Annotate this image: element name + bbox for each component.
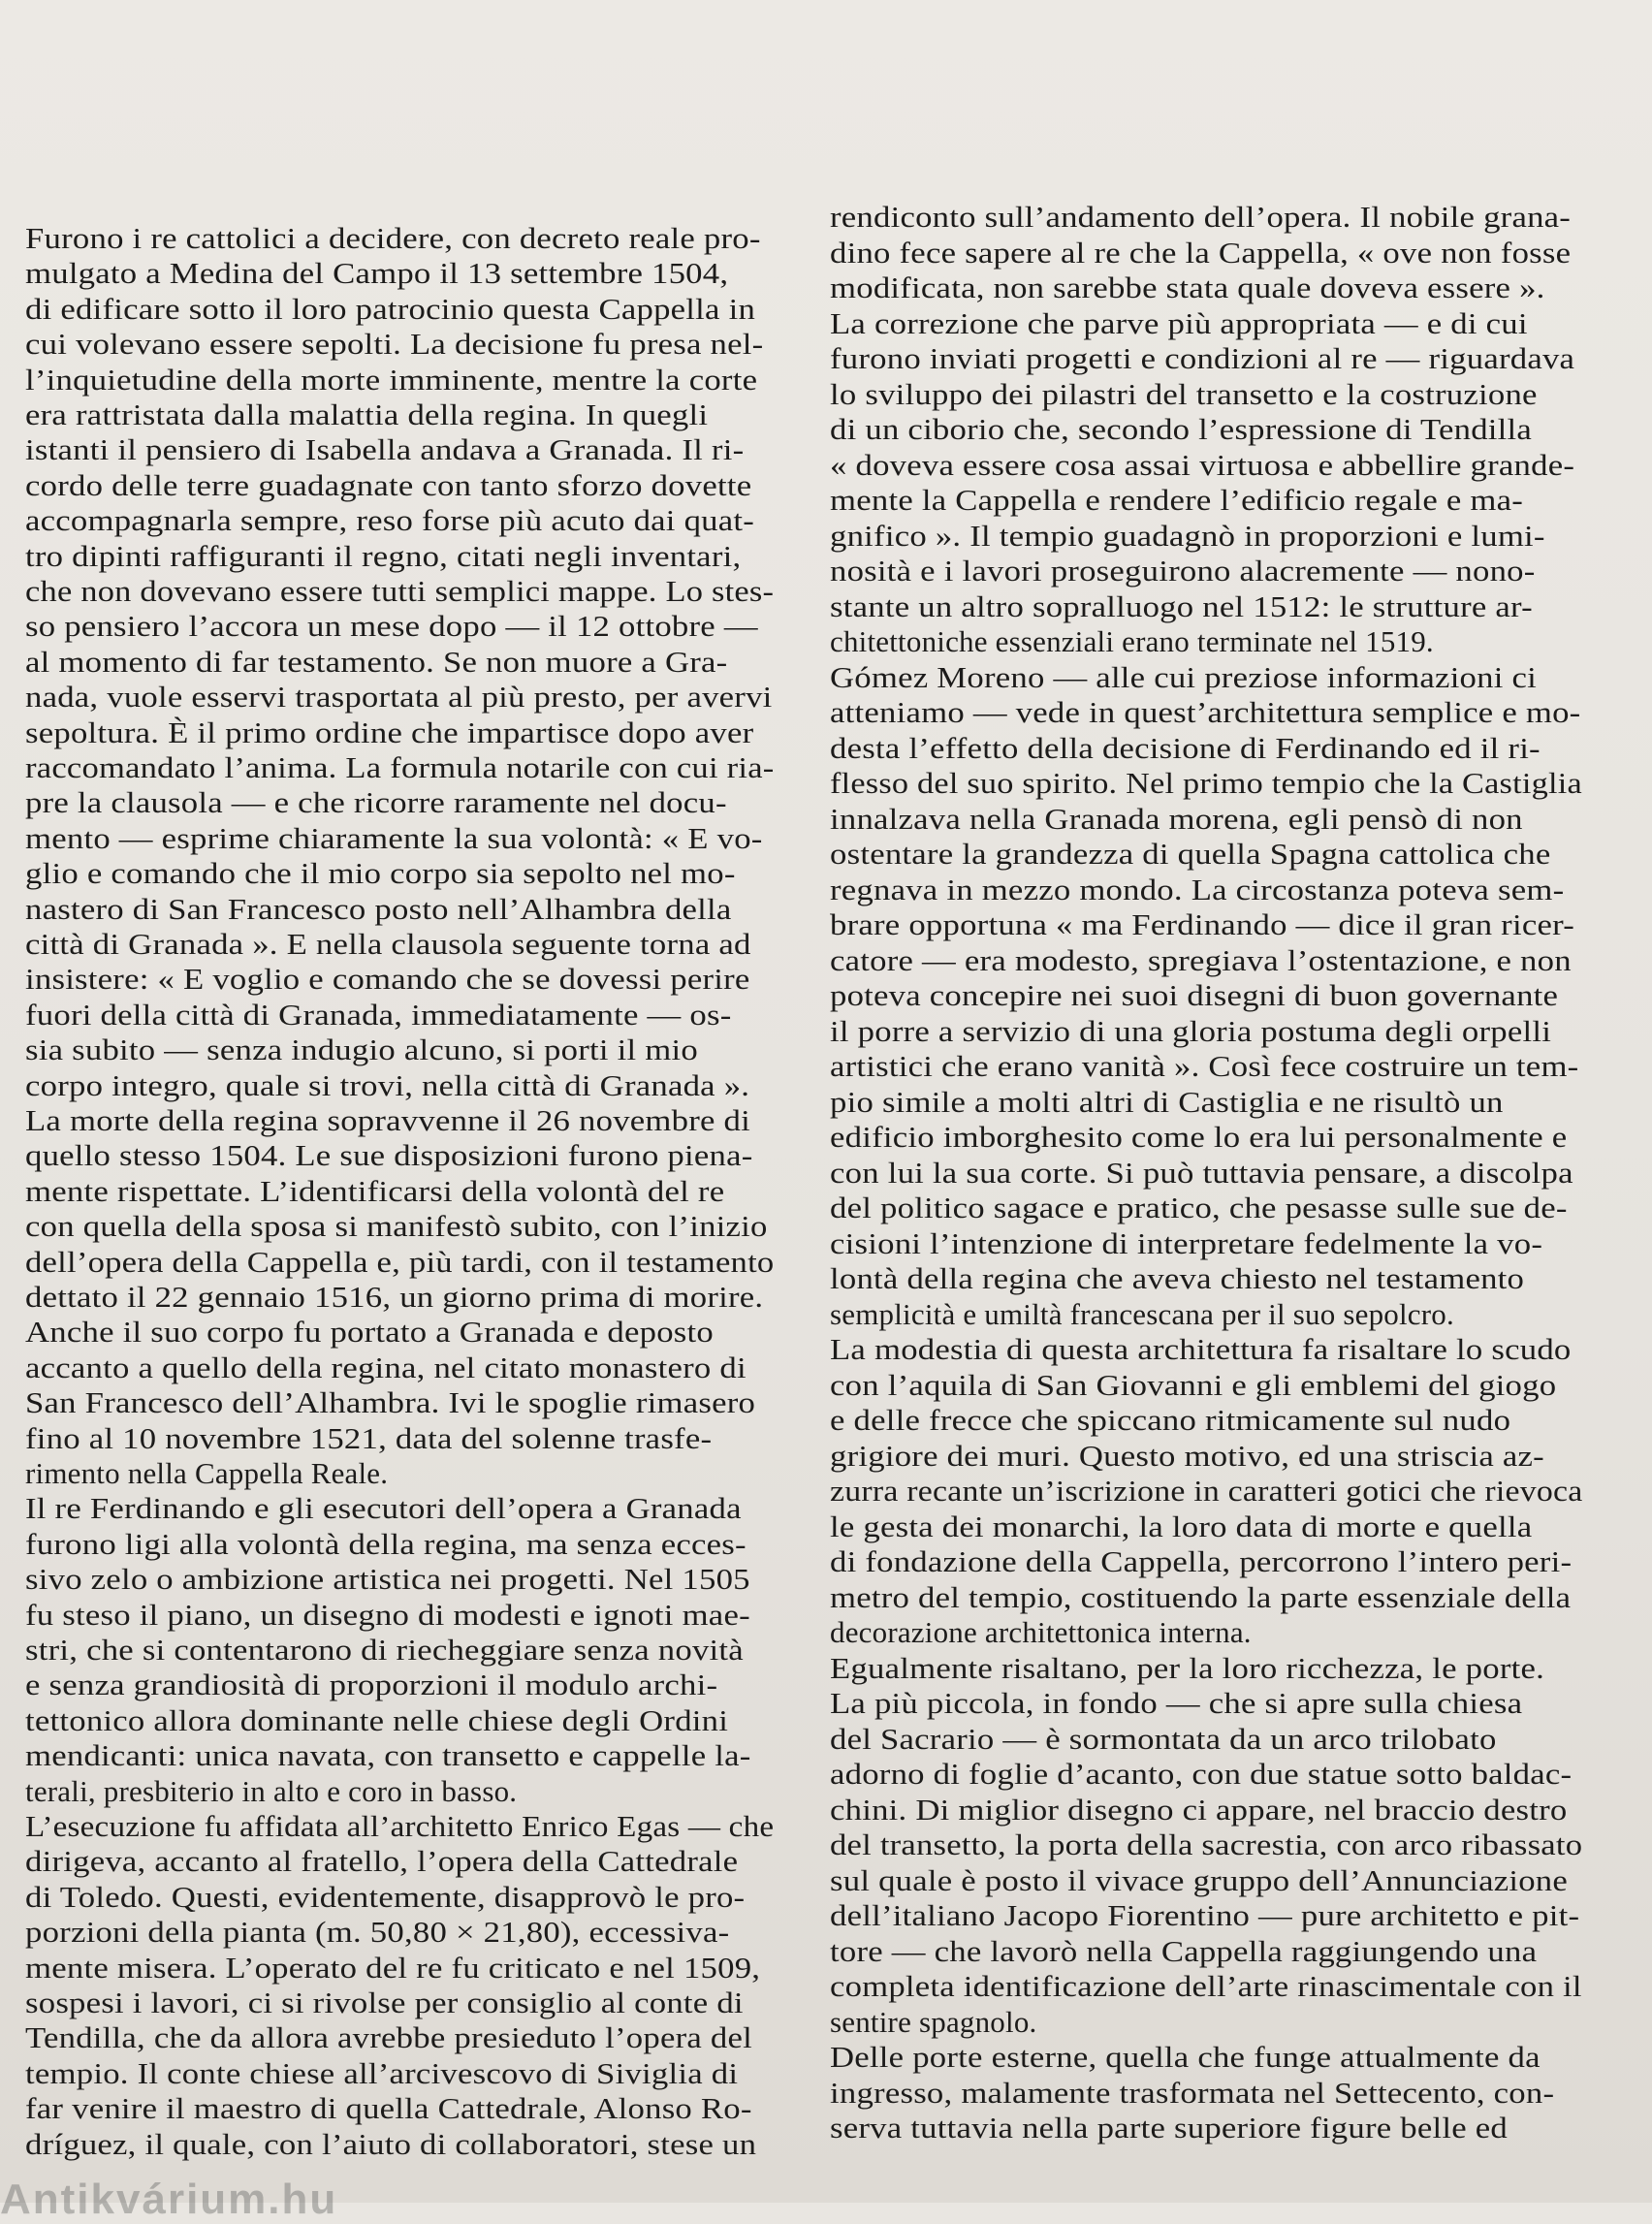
text-line: dirigeva, accanto al fratello, l’opera della Cattedrale	[25, 1844, 739, 1879]
text-line: Anche il suo corpo fu portato a Granada e deposto	[25, 1315, 714, 1350]
text-line: insistere: « E voglio e comando che se dovessi perire	[25, 962, 750, 997]
text-line: che non dovevano essere tutti semplici mappe. Lo stes-	[25, 574, 775, 608]
text-line: l’inquietudine della morte imminente, mentre la corte	[25, 362, 758, 397]
text-line: dríguez, il quale, con l’aiuto di collaboratori, stese un	[25, 2126, 757, 2161]
text-line: sepoltura. È il primo ordine che impartisce dopo aver	[25, 715, 754, 749]
text-line: artistici che erano vanità ». Così fece costruire un tem-	[830, 1049, 1579, 1083]
text-line: ingresso, malamente trasformata nel Settecento, con-	[830, 2075, 1555, 2110]
text-line: sia subito — senza indugio alcuno, si porti il mio	[25, 1033, 698, 1067]
text-line: cui volevano essere sepolti. La decisione fu presa nel-	[25, 327, 764, 362]
text-line: Tendilla, che da allora avrebbe presieduto l’opera del	[25, 2020, 753, 2055]
text-line: La modestia di questa architettura fa risaltare lo scudo	[830, 1332, 1572, 1366]
text-line: corpo integro, quale si trovi, nella città di Granada ».	[25, 1067, 750, 1102]
text-line: sospesi i lavori, ci si rivolse per consiglio al conte di	[25, 1986, 744, 2019]
text-line: tro dipinti raffiguranti il regno, citati negli inventari,	[25, 538, 742, 573]
text-line: accompagnarla sempre, reso forse più acuto dai quat-	[25, 503, 755, 538]
text-line: stante un altro sopralluogo nel 1512: le strutture ar-	[830, 588, 1533, 623]
text-line: catore — era modesto, spregiava l’ostentazione, e non	[830, 942, 1572, 977]
text-line: con lui la sua corte. Si può tuttavia pensare, a discolpa	[830, 1155, 1573, 1190]
text-line: di edificare sotto il loro patrocinio questa Cappella in	[25, 291, 756, 326]
text-line: del Sacrario — è sormontata da un arco trilobato	[830, 1721, 1497, 1756]
text-line: Gómez Moreno — alle cui preziose informazioni ci	[830, 659, 1538, 694]
text-line: rimento nella Cappella Reale.	[25, 1456, 389, 1490]
text-line: furono inviati progetti e condizioni al re — riguardava	[830, 341, 1575, 375]
text-line: cisioni l’intenzione di interpretare fedelmente la vo-	[830, 1225, 1543, 1260]
text-line: pio simile a molti altri di Castiglia e ne risultò un	[830, 1084, 1504, 1119]
text-line: nada, vuole esservi trasportata al più presto, per avervi	[25, 680, 773, 715]
text-line: ostentare la grandezza di quella Spagna cattolica che	[830, 837, 1551, 871]
text-line: edificio imborghesito come lo era lui personalmente e	[830, 1120, 1568, 1154]
text-line: terali, presbiterio in alto e coro in basso.	[25, 1773, 518, 1808]
text-line: mento — esprime chiaramente la sua volontà: « E vo-	[25, 820, 763, 855]
text-line: cordo delle terre guadagnate con tanto sforzo dovette	[25, 467, 752, 502]
text-line: mente la Cappella e rendere l’edificio regale e ma-	[830, 483, 1524, 517]
text-line: chitettoniche essenziali erano terminate nel 1519.	[830, 624, 1434, 658]
text-line: al momento di far testamento. Se non muore a Gra-	[25, 644, 728, 679]
text-line: di un ciborio che, secondo l’espressione di Tendilla	[830, 412, 1533, 446]
text-line: tempio. Il conte chiese all’arcivescovo di Siviglia di	[25, 2055, 739, 2090]
text-line: dettato il 22 gennaio 1516, un giorno prima di morire.	[25, 1280, 764, 1314]
text-line: zurra recante un’iscrizione in caratteri gotici che rievoca	[830, 1474, 1583, 1508]
text-line: furono ligi alla volontà della regina, ma senza ecces-	[25, 1526, 747, 1561]
text-line: nastero di San Francesco posto nell’Alhambra della	[25, 891, 732, 926]
text-line: tettonico allora dominante nelle chiese degli Ordini	[25, 1702, 729, 1737]
text-line: mendicanti: unica navata, con transetto e cappelle la-	[25, 1738, 751, 1773]
text-line: dino fece sapere al re che la Cappella, « ove non fosse	[830, 235, 1572, 270]
text-line: fu steso il piano, un disegno di modesti e ignoti mae-	[25, 1597, 750, 1632]
text-line: e senza grandiosità di proporzioni il modulo archi-	[25, 1668, 718, 1702]
text-line: era rattristata dalla malattia della regina. In quegli	[25, 397, 709, 431]
text-line: lo sviluppo dei pilastri del transetto e la costruzione	[830, 376, 1538, 411]
text-line: La più piccola, in fondo — che si apre sulla chiesa	[830, 1686, 1523, 1720]
text-line: con quella della sposa si manifestò subito, con l’inizio	[25, 1209, 768, 1244]
text-line: far venire il maestro di quella Cattedrale, Alonso Ro-	[25, 2091, 752, 2126]
text-line: L’esecuzione fu affidata all’architetto Enrico Egas — che	[25, 1809, 775, 1843]
text-line: serva tuttavia nella parte superiore figure belle ed	[830, 2111, 1508, 2145]
text-line: desta l’effetto della decisione di Ferdinando ed il ri-	[830, 730, 1541, 765]
text-line: « doveva essere cosa assai virtuosa e abbellire grande-	[830, 447, 1575, 482]
text-line: Furono i re cattolici a decidere, con decreto reale pro-	[25, 221, 761, 255]
text-line: con l’aquila di San Giovanni e gli emblemi del giogo	[830, 1367, 1557, 1402]
text-line: chini. Di miglior disegno ci appare, nel braccio destro	[830, 1792, 1568, 1827]
text-line: fuori della città di Granada, immediatamente — os-	[25, 997, 732, 1032]
text-line: le gesta dei monarchi, la loro data di morte e quella	[830, 1509, 1533, 1543]
text-line: quello stesso 1504. Le sue disposizioni furono piena-	[25, 1138, 753, 1173]
text-line: San Francesco dell’Alhambra. Ivi le spoglie rimasero	[25, 1385, 756, 1420]
text-line: regnava in mezzo mondo. La circostanza poteva sem-	[830, 872, 1565, 906]
text-line: nosità e i lavori proseguirono alacremente — nono-	[830, 554, 1536, 588]
text-line: glio e comando che il mio corpo sia sepolto nel mo-	[25, 856, 736, 891]
text-line: mente misera. L’operato del re fu criticato e nel 1509,	[25, 1950, 761, 1985]
text-line: modificata, non sarebbe stata quale doveva essere ».	[830, 270, 1545, 304]
text-line: porzioni della pianta (m. 50,80 × 21,80), eccessiva-	[25, 1915, 730, 1950]
text-line: sul quale è posto il vivace gruppo dell’Annunciazione	[830, 1862, 1569, 1897]
text-line: dell’italiano Jacopo Fiorentino — pure architetto e pit-	[830, 1898, 1580, 1932]
text-line: Egualmente risaltano, per la loro ricchezza, le porte.	[830, 1650, 1545, 1685]
text-line: fino al 10 novembre 1521, data del solenne trasfe-	[25, 1420, 713, 1455]
text-line: adorno di foglie d’acanto, con due statue sotto baldac-	[830, 1757, 1573, 1791]
text-line: Il re Ferdinando e gli esecutori dell’opera a Granada	[25, 1491, 742, 1526]
text-line: istanti il pensiero di Isabella andava a Granada. Il ri-	[25, 432, 745, 467]
text-line: del politico sagace e pratico, che pesasse sulle sue de-	[830, 1191, 1568, 1224]
text-line: rendiconto sull’andamento dell’opera. Il nobile grana-	[830, 200, 1572, 234]
text-line: del transetto, la porta della sacrestia, con arco ribassato	[830, 1827, 1583, 1861]
text-line: raccomandato l’anima. La formula notarile con cui ria-	[25, 750, 775, 784]
text-line: grigiore dei muri. Questo motivo, ed una striscia az-	[830, 1438, 1544, 1473]
text-line: metro del tempio, costituendo la parte essenziale della	[830, 1579, 1572, 1614]
text-line: mente rispettate. L’identificarsi della volontà del re	[25, 1173, 725, 1208]
text-line: sivo zelo o ambizione artistica nei progetti. Nel 1505	[25, 1562, 750, 1597]
text-line: La correzione che parve più appropriata — e di cui	[830, 305, 1528, 340]
text-line: di Toledo. Questi, evidentemente, disapprovò le pro-	[25, 1879, 746, 1914]
text-line: mulgato a Medina del Campo il 13 settembre 1504,	[25, 256, 729, 291]
text-line: atteniamo — vede in quest’architettura semplice e mo-	[830, 695, 1581, 729]
text-line: dell’opera della Cappella e, più tardi, con il testamento	[25, 1244, 775, 1279]
text-line: accanto a quello della regina, nel citato monastero di	[25, 1350, 747, 1384]
text-line: tore — che lavorò nella Cappella raggiungendo una	[830, 1933, 1538, 1968]
text-line: sentire spagnolo.	[830, 2004, 1037, 2039]
text-line: completa identificazione dell’arte rinascimentale con il	[830, 1969, 1582, 2003]
text-line: flesso del suo spirito. Nel primo tempio che la Castiglia	[830, 766, 1582, 800]
text-line: innalzava nella Granada morena, egli pensò di non	[830, 801, 1523, 836]
watermark: Antikvárium.hu	[0, 2176, 338, 2223]
text-line: La morte della regina sopravvenne il 26 novembre di	[25, 1103, 751, 1137]
text-line: Delle porte esterne, quella che funge attualmente da	[830, 2040, 1541, 2074]
text-line: il porre a servizio di una gloria postuma degli orpelli	[830, 1013, 1552, 1048]
text-line: e delle frecce che spiccano ritmicamente sul nudo	[830, 1403, 1511, 1437]
text-line: gnifico ». Il tempio guadagnò in proporzioni e lumi-	[830, 518, 1545, 553]
text-line: pre la clausola — e che ricorre raramente nel docu-	[25, 785, 727, 820]
text-line: semplicità e umiltà francescana per il suo sepolcro.	[830, 1296, 1454, 1331]
text-line: decorazione architettonica interna.	[830, 1615, 1252, 1649]
text-line: brare opportuna « ma Ferdinando — dice il gran ricer-	[830, 907, 1574, 941]
text-line: so pensiero l’accora un mese dopo — il 12 ottobre —	[25, 609, 758, 644]
text-line: di fondazione della Cappella, percorrono l’intero peri-	[830, 1544, 1573, 1578]
text-line: poteva concepire nei suoi disegni di buon governante	[830, 978, 1559, 1012]
text-line: stri, che si contentarono di riecheggiare senza novità	[25, 1633, 744, 1667]
text-line: città di Granada ». E nella clausola seguente torna ad	[25, 927, 751, 961]
text-line: lontà della regina che aveva chiesto nel testamento	[830, 1261, 1525, 1295]
